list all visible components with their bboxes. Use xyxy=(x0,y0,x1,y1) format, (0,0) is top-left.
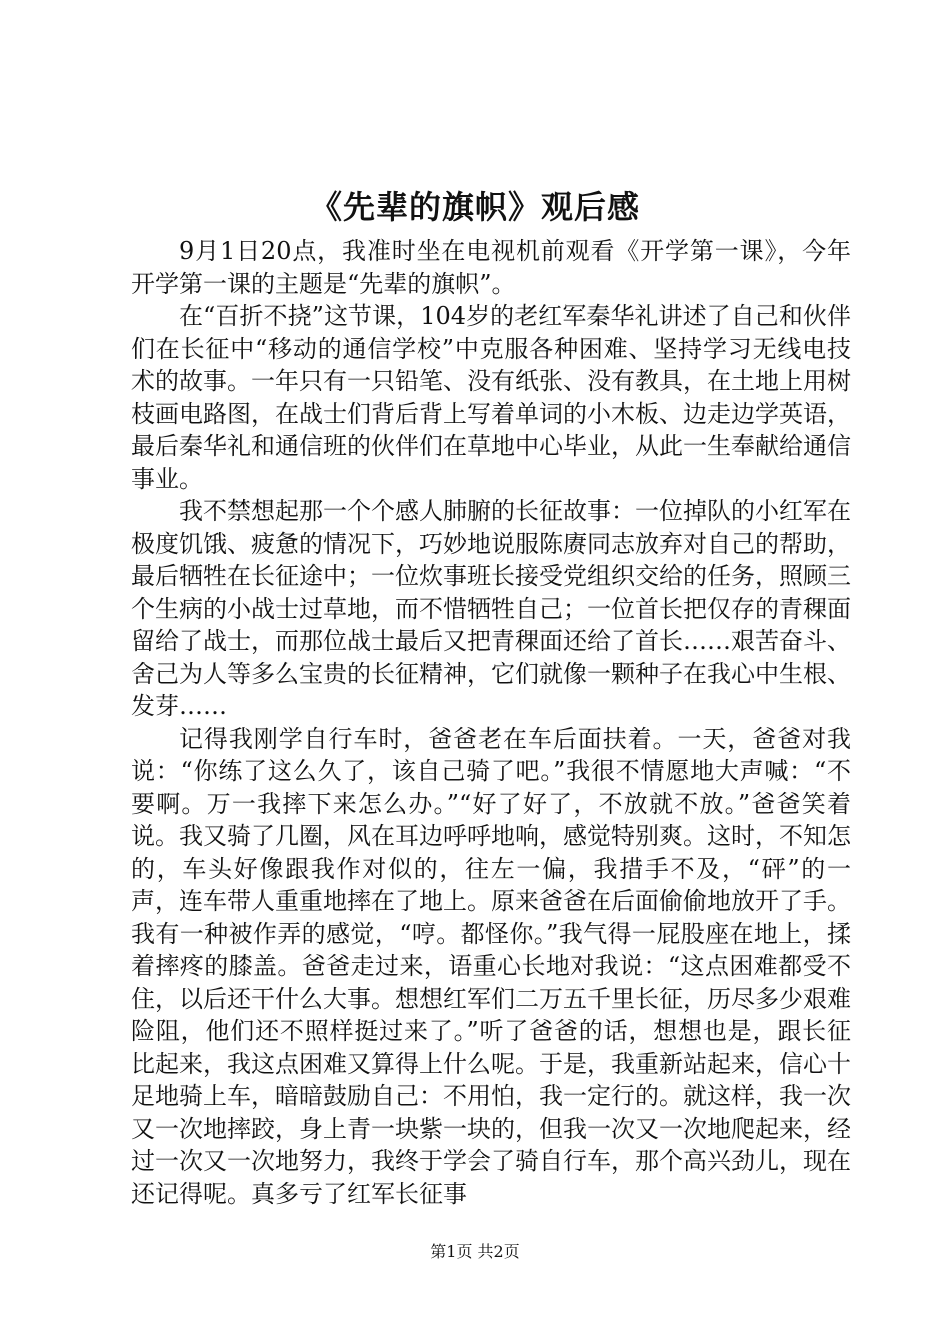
paragraph: 9月1日20点，我准时坐在电视机前观看《开学第一课》，今年开学第一课的主题是“先辈的旗帜”。 xyxy=(131,237,851,298)
paragraph: 在“百折不挠”这节课，104岁的老红军秦华礼讲述了自己和伙伴们在长征中“移动的通信学校”中克服各种困难、坚持学习无线电技术的故事。一年只有一只铅笔、没有纸张、没有教具，在土地上用树枝画电路图，在战士们背后背上写着单词的小木板、边走边学英语，最后秦华礼和通信班的伙伴们在草地中心毕业，从此一生奉献给通信事业。 xyxy=(131,302,851,493)
page-footer: 第1页 共2页 xyxy=(430,1242,520,1261)
document-title: 《先辈的旗帜》观后感 xyxy=(309,188,640,226)
paragraph: 我不禁想起那一个个感人肺腑的长征故事：一位掉队的小红军在极度饥饿、疲惫的情况下，巧妙地说服陈赓同志放弃对自己的帮助，最后牺牲在长征途中；一位炊事班长接受党组织交给的任务，照顾三个生病的小战士过草地，而不惜牺牲自己；一位首长把仅存的青稞面留给了战士，而那位战士最后又把青稞面还给了首长……艰苦奋斗、舍己为人等多么宝贵的长征精神，它们就像一颗种子在我心中生根、发芽…… xyxy=(131,497,851,720)
paragraph: 记得我刚学自行车时，爸爸老在车后面扶着。一天，爸爸对我说：“你练了这么久了，该自己骑了吧。”我很不情愿地大声喊：“不要啊。万一我摔下来怎么办。”“好了好了，不放就不放。”爸爸笑着说。我又骑了几圈，风在耳边呼呼地响，感觉特别爽。这时，不知怎的，车头好像跟我作对似的，往左一偏，我措手不及，“砰”的一声，连车带人重重地摔在了地上。原来爸爸在后面偷偷地放开了手。我有一种被作弄的感觉，“哼。都怪你。”我气得一屁股座在地上，揉着摔疼的膝盖。爸爸走过来，语重心长地对我说：“这点困难都受不住，以后还干什么大事。想想红军们二万五千里长征，历尽多少艰难险阻，他们还不照样挺过来了。”听了爸爸的话，想想也是，跟长征比起来，我这点困难又算得上什么呢。于是，我重新站起来，信心十足地骑上车，暗暗鼓励自己：不用怕，我一定行的。就这样，我一次又一次地摔跤，身上青一块紫一块的，但我一次又一次地爬起来，经过一次又一次地努力，我终于学会了骑自行车，那个高兴劲儿，现在还记得呢。真多亏了红军长征事 xyxy=(131,724,851,1208)
document-body xyxy=(131,235,851,1210)
